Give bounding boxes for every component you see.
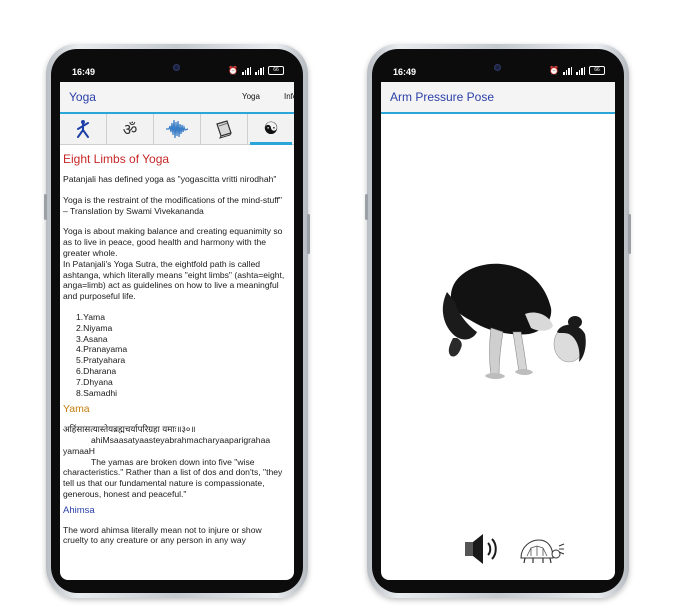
power-button (307, 214, 310, 254)
signal-icon (242, 67, 251, 75)
notch (162, 62, 192, 74)
status-time: 16:49 (72, 67, 96, 77)
phone-left (46, 44, 308, 598)
bezel (51, 49, 303, 593)
sound-wave-icon (165, 118, 189, 140)
yin-yang-icon: ☯ (263, 119, 279, 138)
limbs-list (63, 312, 289, 398)
paragraph: The yamas are broken down into five "wise (91, 456, 255, 467)
tab-poses[interactable] (60, 114, 107, 144)
ahimsa-heading: Ahimsa (63, 504, 95, 516)
paragraph: – Translation by Swami Vivekananda (63, 205, 204, 216)
screen-right (381, 62, 615, 580)
list-item: 8.Samadhi (76, 387, 118, 398)
speaker-button[interactable] (461, 532, 501, 569)
transliteration: ahiMsaasatyaasteyabrahmacharyaaparigrahaa (91, 434, 271, 445)
yoga-figure-icon (74, 119, 92, 139)
pose-illustration (429, 252, 589, 392)
paragraph: Yoga is about making balance and creating equanimity so as to live in peace, good health and harmony with the greater whole. (63, 226, 283, 258)
article-heading: Eight Limbs of Yoga (63, 152, 170, 166)
power-button (628, 214, 631, 254)
status-icons (549, 66, 605, 75)
paragraph: The word ahimsa literally mean not to injure or show cruelty to any creature or any person in any way (63, 524, 262, 546)
volume-button (44, 194, 47, 220)
transliteration: yamaaH (63, 445, 95, 456)
speaker-icon (461, 532, 501, 566)
menu-yoga[interactable]: Yoga (242, 92, 260, 101)
signal-icon (563, 67, 572, 75)
bezel (372, 49, 624, 593)
list-item: 1.Yama (76, 311, 105, 322)
pose-title: Arm Pressure Pose (390, 90, 495, 104)
paragraph: characteristics." Rather than a list of dos and don'ts, "they tell us that our fundamental nature is compassionate, generous, honest and peaceful." (63, 467, 283, 499)
signal-icon-2 (255, 67, 264, 75)
list-item: 5.Pratyahara (76, 355, 126, 366)
tortoise-sound-icon (517, 536, 565, 566)
paragraph: Yoga is the restraint of the modifications of the mind-stuff" (63, 194, 282, 205)
list-item: 6.Dharana (76, 365, 117, 376)
list-item: 3.Asana (76, 333, 108, 344)
volume-button (365, 194, 368, 220)
app-title: Yoga (69, 90, 96, 104)
tab-philosophy[interactable] (248, 114, 294, 144)
app-bar (60, 82, 298, 114)
paragraph: Patanjali has defined yoga as "yogascitta vritti nirodhah" (63, 174, 277, 184)
list-item: 4.Pranayama (76, 344, 128, 355)
om-icon: ॐ (122, 122, 138, 139)
tab-book[interactable] (201, 114, 248, 144)
yama-heading: Yama (63, 403, 90, 416)
tab-bar (60, 114, 294, 145)
tab-sound[interactable] (154, 114, 201, 144)
article-content (60, 145, 294, 580)
list-item: 2.Niyama (76, 322, 113, 333)
battery-icon: 66 (268, 66, 284, 75)
sanskrit-verse: अहिंसासत्यास्तेयब्रह्मचर्यापरिग्रहा यमाः॥३०॥ (63, 424, 196, 435)
book-icon (214, 119, 234, 139)
status-bar (60, 62, 294, 82)
screen-left (60, 62, 298, 580)
alarm-icon: ⏰ (549, 66, 559, 75)
app-bar (381, 82, 615, 114)
signal-icon-2 (576, 67, 585, 75)
alarm-icon: ⏰ (228, 66, 238, 75)
menu-info[interactable]: Info (284, 92, 298, 101)
notch (483, 62, 513, 74)
tab-mantra[interactable] (107, 114, 154, 144)
camera-icon (494, 64, 501, 71)
list-item: 7.Dhyana (76, 376, 113, 387)
battery-icon: 66 (589, 66, 605, 75)
status-icons (228, 66, 284, 75)
audio-controls (461, 532, 565, 569)
status-bar (381, 62, 615, 82)
phone-right (367, 44, 629, 598)
status-time: 16:49 (393, 67, 417, 77)
tortoise-sound-button[interactable] (517, 536, 565, 569)
paragraph: In Patanjali's Yoga Sutra, the eightfold path is called ashtanga, which literally means "eight limbs" (ashta=eight, anga=limb) act as guidelines on how to live a meaningful and purposeful life. (63, 258, 285, 302)
camera-icon (173, 64, 180, 71)
